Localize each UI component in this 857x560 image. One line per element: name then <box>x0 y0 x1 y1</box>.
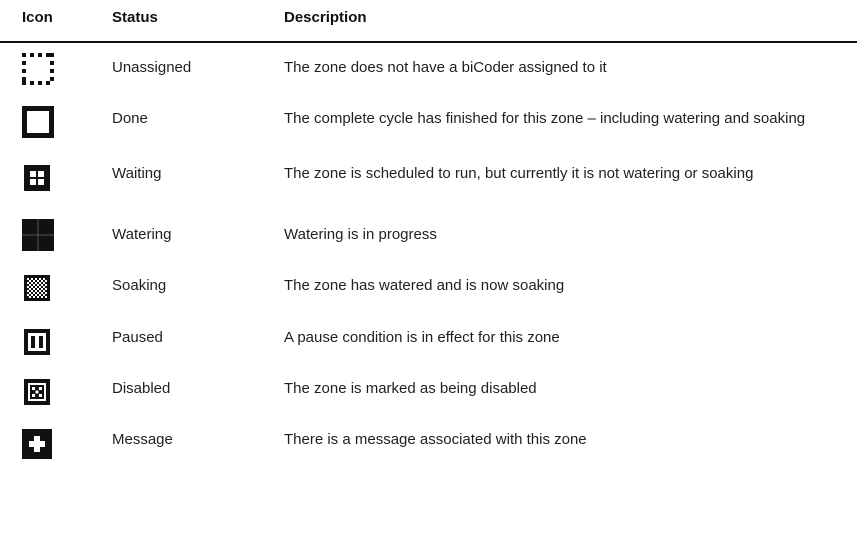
done-icon <box>22 106 52 136</box>
row-status: Disabled <box>112 380 171 397</box>
row-status: Done <box>112 110 148 127</box>
row-status: Soaking <box>112 277 167 294</box>
row-status: Watering <box>112 226 172 243</box>
waiting-icon <box>24 165 54 195</box>
message-icon <box>22 429 52 459</box>
row-description: A pause condition is in effect for this zone <box>284 329 560 346</box>
column-header-description: Description <box>284 9 367 26</box>
row-description: There is a message associated with this zone <box>284 431 587 448</box>
disabled-icon <box>24 379 54 409</box>
watering-icon <box>22 219 52 249</box>
column-header-status: Status <box>112 9 158 26</box>
unassigned-icon <box>22 53 52 83</box>
row-description: Watering is in progress <box>284 226 437 243</box>
row-description: The zone has watered and is now soaking <box>284 277 565 294</box>
row-description: The complete cycle has finished for this zone – including watering and soaking <box>284 110 806 127</box>
column-header-icon: Icon <box>22 9 53 26</box>
row-status: Paused <box>112 329 163 346</box>
paused-icon <box>24 329 54 359</box>
row-status: Waiting <box>112 165 162 182</box>
row-description: The zone is scheduled to run, but currently it is not watering or soaking <box>284 165 754 182</box>
soaking-icon <box>24 275 54 305</box>
header-divider <box>0 41 857 43</box>
row-status: Unassigned <box>112 59 192 76</box>
row-description: The zone does not have a biCoder assigned to it <box>284 59 607 76</box>
row-description: The zone is marked as being disabled <box>284 380 537 397</box>
row-status: Message <box>112 431 173 448</box>
